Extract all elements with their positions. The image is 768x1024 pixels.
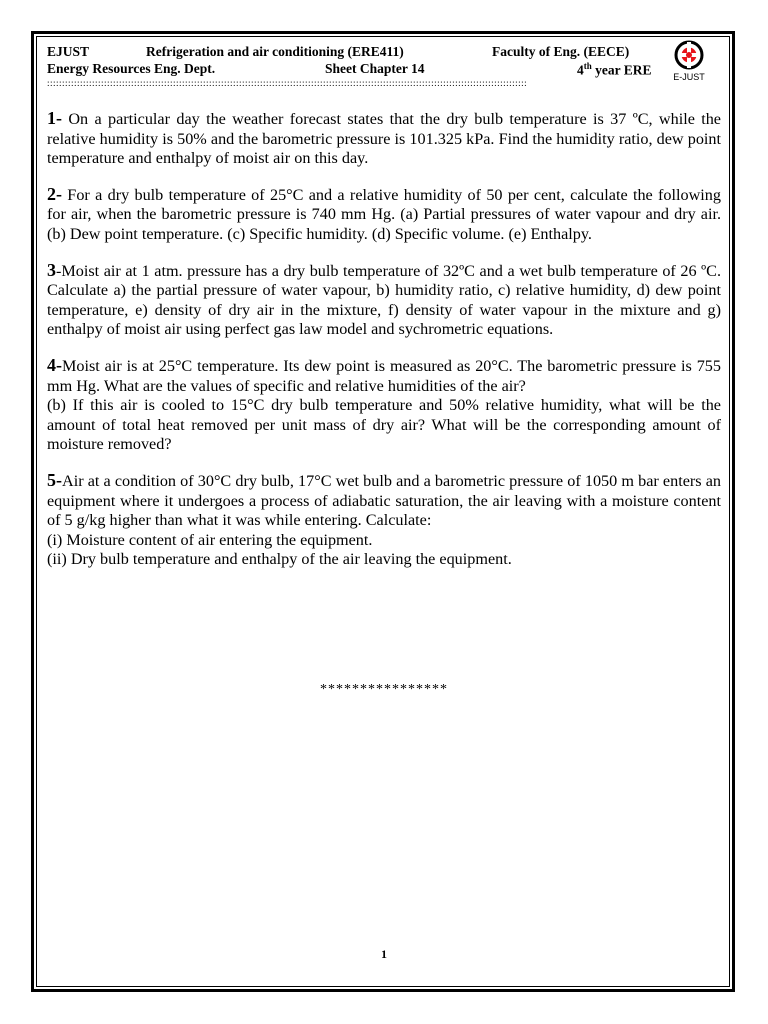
question-3 (47, 261, 721, 340)
question-number: 5- (47, 469, 62, 490)
header-faculty: Faculty of Eng. (EECE) (492, 44, 630, 59)
question-number: 2- (47, 183, 62, 204)
question-1 (47, 109, 721, 169)
question-number: 3 (47, 259, 56, 280)
question-text: Moist air is at 25°C temperature. Its dew point is measured as 20°C. The barometric pressure is 755 mm Hg. What are the values of specific and relative humidities of the air? (47, 356, 721, 395)
question-text: (ii) Dry bulb temperature and enthalpy of the air leaving the equipment. (47, 550, 512, 569)
question-text: (i) Moisture content of air entering the equipment. (47, 530, 373, 549)
header-year: 4th year ERE (577, 61, 652, 78)
questions-list (47, 109, 721, 586)
ejust-logo-icon (672, 40, 706, 72)
header-sheet: Sheet Chapter 14 (325, 61, 425, 76)
question-text: For a dry bulb temperature of 25°C and a relative humidity of 50 per cent, calculate the following for air, when the barometric pressure is 740 mm Hg. (a) Partial pressures of water vapour and dry air. (b) Dew point temperature. (c) Specific humidity. (d) Specific volume. (e) Enthalpy. (47, 185, 721, 243)
question-text: -Moist air at 1 atm. pressure has a dry bulb temperature of 32ºC and a wet bulb temperature of 26 ºC. Calculate a) the partial pressure of water vapour, b) humidity ratio, c) relative humidity, d) dew point temperature, e) density of dry air in the mixture, f) density of water vapour in the mixture and g) enthalpy of moist air using perfect gas law model and sychrometric equations. (47, 261, 721, 339)
question-5 (47, 471, 721, 570)
question-text: Air at a condition of 30°C dry bulb, 17°C wet bulb and a barometric pressure of 1050 m bar enters an equipment where it undergoes a process of adiabatic saturation, the air leaving with a moisture content of 5 g/kg higher than what it was while entering. Calculate: (47, 471, 721, 530)
header-course: Refrigeration and air conditioning (ERE411) (146, 44, 404, 59)
ejust-logo (672, 40, 706, 86)
header-org: EJUST (47, 44, 90, 59)
page-number: 1 (381, 947, 387, 961)
question-number: 4- (47, 354, 62, 375)
header-dept: Energy Resources Eng. Dept. (47, 61, 216, 76)
question-2 (47, 185, 721, 245)
end-separator: **************** (320, 682, 448, 697)
header-dotted-rule: :::::::::::::::::::::::::::::::::::::::::::::::::::::::::::::::::::::::::::::::::::::::::::::::::::::::::::::::::::::::::::::::::::::::::::::::::::::::::::::::: (47, 79, 528, 87)
logo-caption: E-JUST (673, 72, 705, 82)
question-text: (b) If this air is cooled to 15°C dry bulb temperature and 50% relative humidity, what will be the amount of total heat removed per unit mass of dry air? What will be the corresponding amount of moisture removed? (47, 396, 721, 454)
question-text: On a particular day the weather forecast states that the dry bulb temperature is 37 ºC, while the relative humidity is 50% and the barometric pressure is 101.325 kPa. Find the humidity ratio, dew point temperature and enthalpy of moist air on this day. (47, 110, 721, 168)
question-number: 1- (47, 108, 62, 128)
question-4 (47, 356, 721, 455)
